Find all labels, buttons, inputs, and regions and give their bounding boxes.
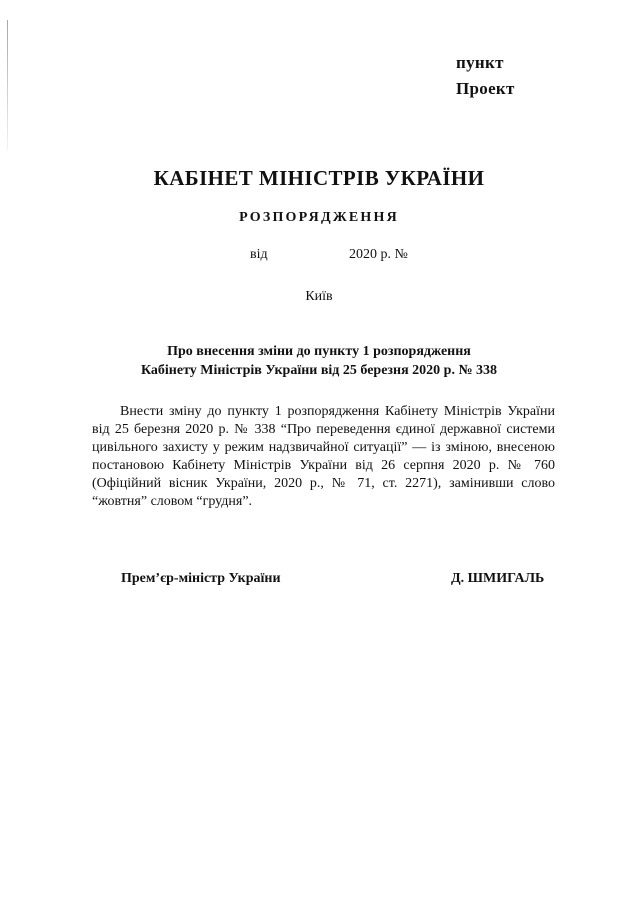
header-stamp — [456, 50, 515, 102]
body-line: постановою Кабінету Міністрів України від 26 серпня 2020 р. № 760 — [92, 458, 555, 473]
document-title: КАБІНЕТ МІНІСТРІВ УКРАЇНИ — [153, 166, 485, 190]
body-line: цивільного захисту у режим надзвичайної ситуації” — із зміною, внесеною — [92, 440, 555, 455]
subject-line-2: Кабінету Міністрів України від 25 березня 2020 р. № 338 — [140, 363, 498, 378]
stamp-line-1: пункт — [456, 53, 504, 72]
signature-name: Д. ШМИГАЛЬ — [451, 571, 545, 586]
signature-position: Прем’єр-міністр України — [121, 571, 281, 586]
body-line: “жовтня” словом “грудня”. — [92, 494, 253, 509]
subject-line-1: Про внесення зміни до пункту 1 розпорядження — [167, 344, 471, 359]
document-type: РОЗПОРЯДЖЕННЯ — [239, 210, 399, 225]
body-line: (Офіційний вісник України, 2020 р., № 71, ст. 2271), замінивши слово — [92, 476, 555, 491]
date-prefix: від — [250, 247, 268, 262]
city: Київ — [305, 289, 333, 304]
document-subject — [0, 342, 638, 380]
body-line: Внести зміну до пункту 1 розпорядження Кабінету Міністрів України — [120, 404, 555, 419]
stamp-line-2: Проект — [456, 79, 515, 98]
body-line: від 25 березня 2020 р. № 338 “Про переведення єдиної державної системи — [92, 422, 555, 437]
date-value: 2020 р. № — [349, 247, 408, 262]
body-paragraph — [92, 403, 555, 511]
scan-edge-mark — [7, 20, 8, 150]
